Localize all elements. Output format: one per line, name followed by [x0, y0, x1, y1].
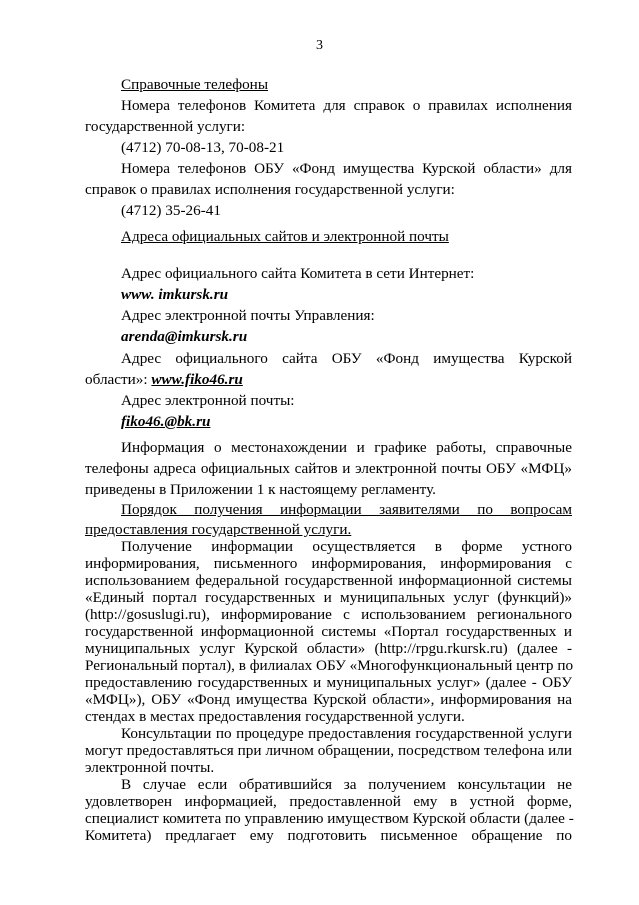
- obu-email-link[interactable]: fiko46.@bk.ru: [121, 413, 211, 430]
- email-link[interactable]: arenda@imkursk.ru: [121, 328, 248, 345]
- p3-line: В случае если обратившийся за получением консультации не: [121, 776, 572, 793]
- p1-line: (http://gosuslugi.ru), информирование с использованием регионального: [85, 606, 572, 623]
- obu-phone-numbers: (4712) 35-26-41: [121, 202, 221, 219]
- p3-line: специалист комитета по управлению имуществом Курской области (далее -: [85, 810, 574, 827]
- email-label: Адрес электронной почты Управления:: [121, 307, 375, 324]
- websites-heading: Адреса официальных сайтов и электронной почты: [121, 228, 449, 245]
- location-line2: телефоны адреса официальных сайтов и электронной почты ОБУ «МФЦ»: [85, 460, 572, 477]
- p2-line: могут предоставляться при личном обращении, посредством телефона или: [85, 742, 572, 759]
- procedure-heading-line2: предоставления государственной услуги.: [85, 521, 352, 538]
- obu-email-label: Адрес электронной почты:: [121, 392, 295, 409]
- committee-phones-line2: государственной услуги:: [85, 118, 246, 135]
- p1-line: использованием федеральной государственной информационной системы: [85, 572, 572, 589]
- committee-phones-line1: Номера телефонов Комитета для справок о правилах исполнения: [121, 97, 572, 114]
- obu-site-link[interactable]: www.fiko46.ru: [151, 371, 243, 388]
- obu-site-line2: [85, 371, 243, 388]
- p2-line: Консультации по процедуре предоставления государственной услуги: [121, 725, 572, 742]
- p1-line: информирования, письменного информирования, информирования с: [85, 555, 572, 572]
- procedure-heading-line1: Порядок получения информации заявителями по вопросам: [121, 501, 572, 518]
- obu-site-prefix: области»:: [85, 371, 152, 388]
- obu-phones-line1: Номера телефонов ОБУ «Фонд имущества Курской области» для: [121, 160, 572, 177]
- location-line3: приведены в Приложении 1 к настоящему регламенту.: [85, 481, 436, 498]
- page-number: 3: [316, 38, 323, 53]
- obu-site-line1: Адрес официального сайта ОБУ «Фонд имущества Курской: [121, 350, 572, 367]
- location-line1: Информация о местонахождении и графике работы, справочные: [121, 439, 572, 456]
- committee-site-label: Адрес официального сайта Комитета в сети Интернет:: [121, 265, 475, 282]
- p1-line: предоставлению государственных и муниципальных услуг» (далее - ОБУ: [85, 674, 572, 691]
- p3-line: Комитета) предлагает ему подготовить письменное обращение по: [85, 827, 572, 844]
- p1-line: Региональный портал), в филиалах ОБУ «Многофункциональный центр по: [85, 657, 574, 674]
- p2-line: электронной почты.: [85, 759, 215, 776]
- p1-line: муниципальных услуг Курской области» (http://rpgu.rkursk.ru) (далее -: [85, 640, 572, 657]
- p1-line: «Единый портал государственных и муниципальных услуг (функций)»: [85, 589, 572, 606]
- obu-phones-line2: справок о правилах исполнения государственной услуги:: [85, 181, 455, 198]
- committee-phone-numbers: (4712) 70-08-13, 70-08-21: [121, 139, 285, 156]
- p1-line: «МФЦ»), ОБУ «Фонд имущества Курской области», информирования на: [85, 691, 572, 708]
- committee-site-link[interactable]: www. imkursk.ru: [121, 286, 229, 303]
- p1-line: стендах в местах предоставления государственной услуги.: [85, 708, 465, 725]
- phones-heading: Справочные телефоны: [121, 76, 269, 93]
- p3-line: удовлетворен информацией, предоставленной ему в устной форме,: [85, 793, 572, 810]
- p1-line: Получение информации осуществляется в форме устного: [121, 538, 572, 555]
- p1-line: государственной информационной системы «Портал государственных и: [85, 623, 572, 640]
